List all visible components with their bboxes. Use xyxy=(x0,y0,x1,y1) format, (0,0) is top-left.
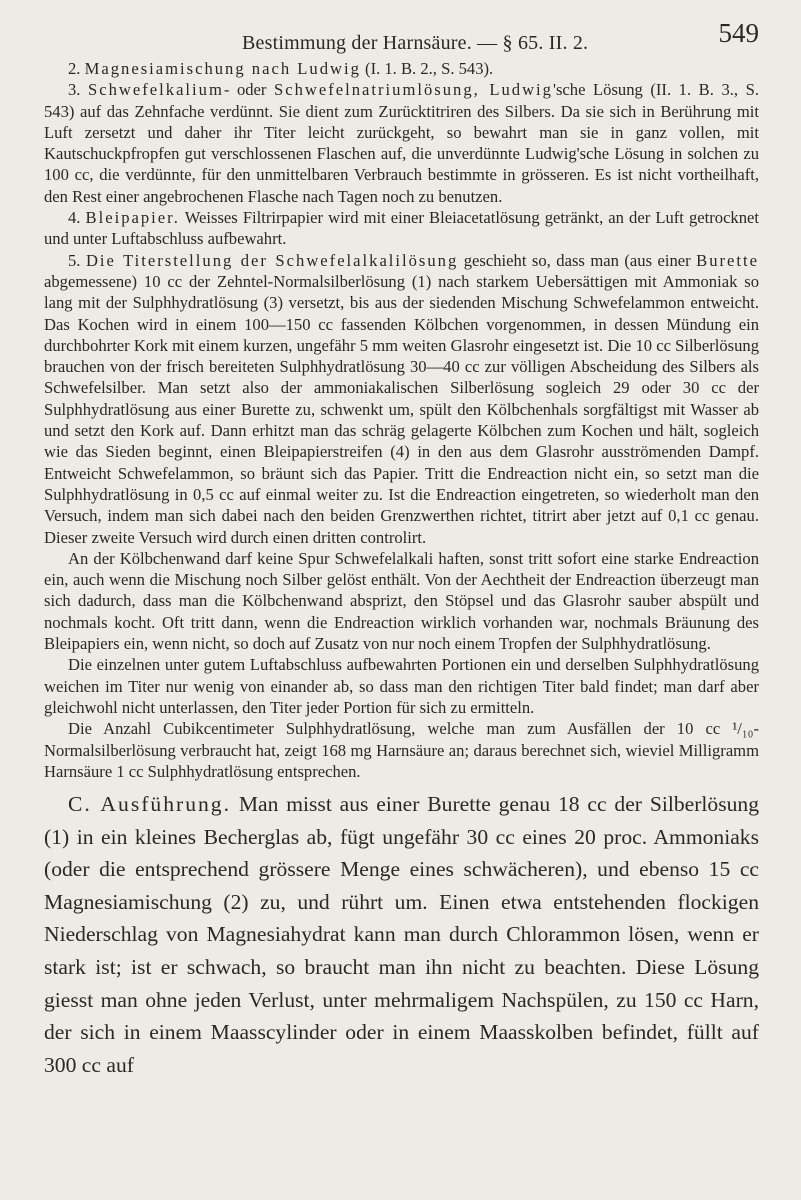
item-5 xyxy=(44,250,759,548)
item-2-text: (I. 1. B. 2., S. 543). xyxy=(360,59,494,78)
item-3-number: 3. xyxy=(68,80,81,100)
fraction-one-tenth: ¹/₁₀ xyxy=(732,719,754,739)
item-4-text: Weisses Filtrirpapier wird mit einer Bleiacetatlösung getränkt, an der Luft getrocknet und unter Luftabschluss aufbewahrt. xyxy=(44,208,759,249)
page-number: 549 xyxy=(718,18,759,48)
item-4-name: Bleipapier. xyxy=(85,208,180,228)
para-c-text-a: Die Anzahl Cubikcentimeter Sulphhydratlösung, welche man zum Ausfällen der 10 cc xyxy=(68,719,733,739)
running-title: Bestimmung der Harnsäure. — § 65. II. 2. xyxy=(242,32,589,54)
item-4-number: 4. xyxy=(68,208,81,228)
paragraph-portionen: Die einzelnen unter gutem Luftabschluss aufbewahrten Portionen ein und derselben Sulphhydratlösung weichen im Titer nur wenig von einander ab, so dass man den richtigen Titer bald findet; man darf aber gleichwohl nicht unterlassen, den Titer jeder Portion für sich zu ermitteln. xyxy=(44,655,759,717)
item-2 xyxy=(44,58,759,79)
item-3-text: 'sche Lösung (II. 1. B. 3., S. 543) auf das Zehnfache verdünnt. Sie dient zum Zurücktitriren des Silbers. Da sie sich in Berührung mit Luft zersetzt und daher ihr Titer leicht zurückgeht, so bewahrt man sie in ganz vollen, mit Kautschuckpfropfen gut verschlossenen Flaschen auf, die unverdünnte Ludwig'sche Lösung in solchen zu 100 cc, die verdünnte, für den unmittelbaren Verbrauch bestimmte in grösseren. Es ist nicht vortheilhaft, den Rest einer angebrochenen Flasche nach Tagen noch zu benutzen. xyxy=(44,80,759,206)
item-2-name: Magnesiamischung nach Ludwig xyxy=(84,59,361,78)
large-print-section xyxy=(44,788,759,1081)
paragraph-cubikcentimeter xyxy=(44,718,759,782)
item-3-name: Schwefelkalium xyxy=(88,80,224,100)
section-c-text: Man misst aus einer Burette genau 18 cc der Silberlösung (1) in ein kleines Becherglas ab, fügt ungefähr 30 cc eines 20 proc. Ammoniaks (oder die entsprechend grössere Menge eines schwächeren), und ebenso 15 cc Magnesiamischung (2) zu, und rührt um. Einen etwa entstehenden flockigen Niederschlag von Magnesiahydrat kann man durch Chlorammon lösen, wenn er stark ist; ist er schwach, so braucht man ihn nicht zu beachten. Diese Lösung giesst man ohne jeden Verlust, unter mehrmaligem Nachspülen, zu 150 cc Harn, der sich in einem Maasscylinder oder in einem Maasskolben befindet, füllt auf 300 cc auf xyxy=(44,792,759,1077)
section-c-heading: C. Ausführung. xyxy=(68,792,231,817)
section-c-paragraph xyxy=(44,788,759,1081)
small-print-section xyxy=(44,58,759,782)
paragraph-kolbchenwand: An der Kölbchenwand darf keine Spur Schwefelalkali haften, sonst tritt sofort eine starke Endreaction ein, auch wenn die Mischung noch Silber gelöst enthält. Von der Aechtheit der Endreaction überzeugt man sich dadurch, dass man die Kölbchenwand absprizt, den Stöpsel und das Glasrohr sauber abspült und nochmals kocht. Oft tritt dann, wenn die Endreaction wirklich vorhanden war, nochmals Bräunung des Bleipapiers ein, wenn nicht, so doch auf Zusatz von nur noch einem Tropfen der Sulphhydratlösung. xyxy=(44,548,759,654)
item-3 xyxy=(44,79,759,207)
running-head xyxy=(44,18,759,58)
item-2-number: 2. xyxy=(68,59,81,78)
item-5-burette: Burette xyxy=(696,250,759,270)
item-5-name: Die Titerstellung der Schwefelalkalilösung xyxy=(85,250,459,270)
item-5-number: 5. xyxy=(68,250,81,270)
item-3-name-alt: Schwefelnatriumlösung, Ludwig xyxy=(274,80,553,100)
item-3-mid: - oder xyxy=(223,80,275,100)
item-5-text-a: geschieht so, dass man (aus einer xyxy=(458,250,697,270)
para-c-text-b: -Normalsilberlösung verbraucht hat, zeigt 168 mg Harnsäure an; daraus berechnet sich, wieviel Milligramm Harnsäure 1 cc Sulphhydratlösung entsprechen. xyxy=(44,719,759,781)
item-4 xyxy=(44,207,759,250)
item-5-text-b: abgemessene) 10 cc der Zehntel-Normalsilberlösung (1) nach starkem Uebersättigen mit Ammoniak so lang mit der Sulphhydratlösung (3) versetzt, bis aus der siedenden Mischung Schwefelammon entweicht. Das Kochen wird in einem 100—150 cc fassenden Kölbchen vorgenommen, in dessen Mündung ein durchbohrter Kork mit einem kurzen, ungefähr 5 mm weiten Glasrohr eingesetzt ist. Die 10 cc Silberlösung brauchen von der frisch bereiteten Sulphhydratlösung 30—40 cc zur völligen Abscheidung des Silbers als Schwefelsilber. Man setzt also der ammoniakalischen Silberlösung sogleich 29 oder 30 cc der Sulphhydratlösung aus einer Burette zu, schwenkt um, spült den Kölbchenhals sorgfältigst mit Wasser ab und setzt den Kork auf. Dann erhitzt man das schräg gelagerte Kölbchen zum Kochen und hält, sogleich wie das Sieden beginnt, einen Bleipapierstreifen (4) in den aus dem Glasrohr ausströmenden Dampf. Entweicht Schwefelammon, so bräunt sich das Papier. Tritt die Endreaction nicht ein, so setzt man die Sulphhydratlösung in 0,5 cc auf einmal weiter zu. Ist die Endreaction eingetreten, so wiederholt man den Versuch, indem man sich dabei nach den beiden Grenzwerthen richtet, titrirt aber jetzt auf 0,1 cc genau. Dieser zweite Versuch wird durch einen dritten controlirt. xyxy=(44,271,759,547)
